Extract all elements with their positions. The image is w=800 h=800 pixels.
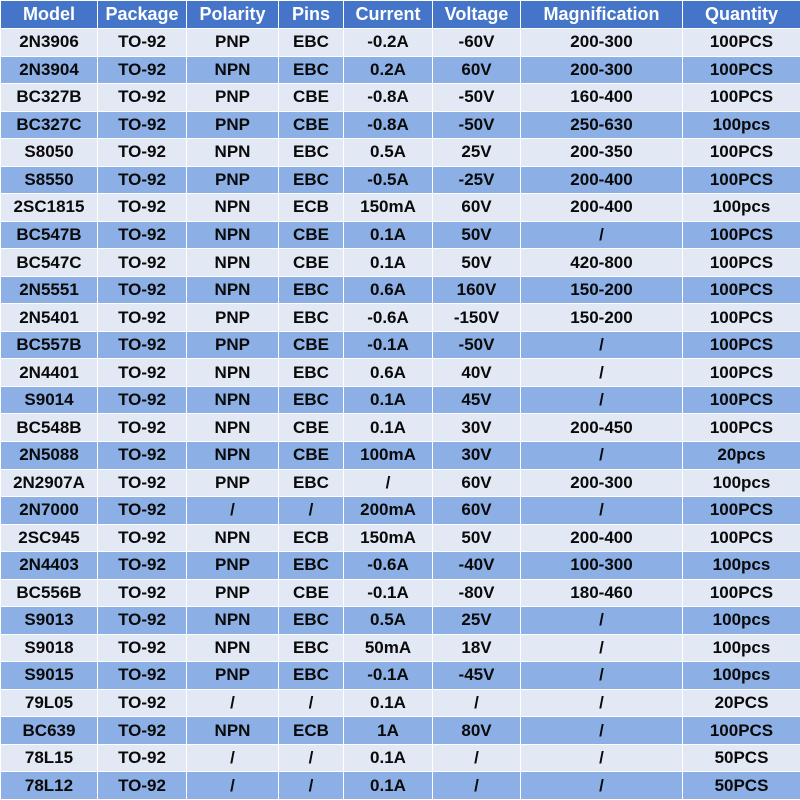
table-row — [1, 717, 800, 745]
cell-model: S9015 — [1, 662, 98, 690]
cell-pins: CBE — [279, 249, 344, 277]
cell-pins: ECB — [279, 194, 344, 222]
cell-quantity: 100pcs — [683, 194, 800, 222]
cell-voltage: / — [433, 744, 521, 772]
table-row — [1, 194, 800, 222]
cell-voltage: -50V — [433, 84, 521, 112]
cell-voltage: -50V — [433, 331, 521, 359]
cell-current: 0.5A — [344, 139, 433, 167]
header-row — [1, 1, 800, 29]
cell-model: 78L15 — [1, 744, 98, 772]
cell-package: TO-92 — [98, 524, 187, 552]
cell-polarity: PNP — [187, 469, 279, 497]
cell-pins: / — [279, 497, 344, 525]
cell-current: -0.1A — [344, 662, 433, 690]
cell-package: TO-92 — [98, 166, 187, 194]
cell-package: TO-92 — [98, 744, 187, 772]
cell-quantity: 100PCS — [683, 414, 800, 442]
cell-magnification: 200-400 — [521, 194, 683, 222]
table-header — [1, 1, 800, 29]
cell-package: TO-92 — [98, 221, 187, 249]
cell-current: 0.5A — [344, 607, 433, 635]
cell-quantity: 100pcs — [683, 552, 800, 580]
cell-voltage: / — [433, 689, 521, 717]
table-row — [1, 441, 800, 469]
cell-current: 0.1A — [344, 744, 433, 772]
table-row — [1, 359, 800, 387]
cell-current: 0.1A — [344, 689, 433, 717]
cell-package: TO-92 — [98, 56, 187, 84]
cell-voltage: 30V — [433, 441, 521, 469]
cell-magnification: / — [521, 221, 683, 249]
table-row — [1, 29, 800, 57]
cell-model: BC547C — [1, 249, 98, 277]
table-row — [1, 497, 800, 525]
cell-voltage: 50V — [433, 221, 521, 249]
cell-package: TO-92 — [98, 579, 187, 607]
cell-magnification: 200-450 — [521, 414, 683, 442]
cell-package: TO-92 — [98, 634, 187, 662]
table-row — [1, 139, 800, 167]
cell-voltage: 45V — [433, 386, 521, 414]
cell-package: TO-92 — [98, 469, 187, 497]
cell-model: 2N5551 — [1, 276, 98, 304]
cell-polarity: / — [187, 744, 279, 772]
cell-current: 100mA — [344, 441, 433, 469]
cell-current: 50mA — [344, 634, 433, 662]
cell-polarity: PNP — [187, 304, 279, 332]
table-row — [1, 304, 800, 332]
cell-model: 2SC945 — [1, 524, 98, 552]
cell-polarity: NPN — [187, 717, 279, 745]
cell-magnification: 180-460 — [521, 579, 683, 607]
cell-pins: EBC — [279, 469, 344, 497]
cell-model: 2N5401 — [1, 304, 98, 332]
cell-pins: EBC — [279, 607, 344, 635]
table-row — [1, 689, 800, 717]
cell-polarity: NPN — [187, 249, 279, 277]
cell-pins: EBC — [279, 552, 344, 580]
cell-polarity: PNP — [187, 552, 279, 580]
cell-model: S9013 — [1, 607, 98, 635]
cell-current: 1A — [344, 717, 433, 745]
cell-package: TO-92 — [98, 29, 187, 57]
cell-voltage: 25V — [433, 607, 521, 635]
cell-current: 0.6A — [344, 276, 433, 304]
cell-current: -0.6A — [344, 304, 433, 332]
cell-voltage: 60V — [433, 469, 521, 497]
cell-polarity: PNP — [187, 166, 279, 194]
cell-quantity: 100PCS — [683, 304, 800, 332]
cell-quantity: 100PCS — [683, 524, 800, 552]
table-row — [1, 524, 800, 552]
cell-model: BC548B — [1, 414, 98, 442]
cell-quantity: 100PCS — [683, 386, 800, 414]
cell-polarity: NPN — [187, 221, 279, 249]
cell-magnification: / — [521, 717, 683, 745]
cell-quantity: 50PCS — [683, 772, 800, 800]
cell-magnification: 250-630 — [521, 111, 683, 139]
table-row — [1, 634, 800, 662]
cell-quantity: 100PCS — [683, 579, 800, 607]
cell-voltage: 80V — [433, 717, 521, 745]
cell-magnification: / — [521, 689, 683, 717]
cell-current: -0.2A — [344, 29, 433, 57]
cell-model: 2N7000 — [1, 497, 98, 525]
cell-pins: / — [279, 689, 344, 717]
cell-polarity: PNP — [187, 331, 279, 359]
cell-pins: EBC — [279, 386, 344, 414]
cell-current: 0.1A — [344, 221, 433, 249]
cell-model: S8550 — [1, 166, 98, 194]
table-row — [1, 579, 800, 607]
table-row — [1, 552, 800, 580]
cell-package: TO-92 — [98, 441, 187, 469]
cell-package: TO-92 — [98, 276, 187, 304]
cell-current: 0.1A — [344, 414, 433, 442]
cell-model: BC547B — [1, 221, 98, 249]
table-row — [1, 84, 800, 112]
cell-pins: CBE — [279, 221, 344, 249]
cell-model: S8050 — [1, 139, 98, 167]
table-row — [1, 662, 800, 690]
cell-polarity: NPN — [187, 607, 279, 635]
cell-current: -0.8A — [344, 84, 433, 112]
header-quantity: Quantity — [683, 1, 800, 29]
cell-pins: ECB — [279, 717, 344, 745]
cell-voltage: 25V — [433, 139, 521, 167]
cell-current: 0.1A — [344, 386, 433, 414]
cell-current: -0.8A — [344, 111, 433, 139]
cell-quantity: 100PCS — [683, 139, 800, 167]
cell-voltage: -25V — [433, 166, 521, 194]
cell-package: TO-92 — [98, 497, 187, 525]
cell-quantity: 100pcs — [683, 469, 800, 497]
cell-pins: CBE — [279, 331, 344, 359]
cell-magnification: 200-350 — [521, 139, 683, 167]
header-package: Package — [98, 1, 187, 29]
cell-magnification: / — [521, 607, 683, 635]
cell-magnification: / — [521, 386, 683, 414]
cell-polarity: NPN — [187, 386, 279, 414]
cell-magnification: / — [521, 441, 683, 469]
cell-model: 2N4401 — [1, 359, 98, 387]
cell-model: BC556B — [1, 579, 98, 607]
cell-voltage: -45V — [433, 662, 521, 690]
cell-current: / — [344, 469, 433, 497]
cell-quantity: 20PCS — [683, 689, 800, 717]
cell-polarity: NPN — [187, 414, 279, 442]
cell-current: 0.6A — [344, 359, 433, 387]
cell-polarity: PNP — [187, 111, 279, 139]
cell-quantity: 100PCS — [683, 249, 800, 277]
cell-model: S9014 — [1, 386, 98, 414]
table-row — [1, 414, 800, 442]
cell-polarity: NPN — [187, 359, 279, 387]
cell-voltage: -150V — [433, 304, 521, 332]
cell-current: 200mA — [344, 497, 433, 525]
cell-voltage: 60V — [433, 56, 521, 84]
cell-model: BC327C — [1, 111, 98, 139]
cell-pins: / — [279, 744, 344, 772]
cell-pins: EBC — [279, 166, 344, 194]
cell-package: TO-92 — [98, 304, 187, 332]
cell-voltage: / — [433, 772, 521, 800]
cell-model: 2N5088 — [1, 441, 98, 469]
cell-voltage: 60V — [433, 194, 521, 222]
header-pins: Pins — [279, 1, 344, 29]
cell-pins: CBE — [279, 579, 344, 607]
cell-quantity: 50PCS — [683, 744, 800, 772]
cell-quantity: 100pcs — [683, 662, 800, 690]
cell-polarity: NPN — [187, 276, 279, 304]
cell-voltage: -80V — [433, 579, 521, 607]
cell-magnification: 100-300 — [521, 552, 683, 580]
cell-quantity: 100PCS — [683, 717, 800, 745]
cell-magnification: / — [521, 359, 683, 387]
cell-package: TO-92 — [98, 607, 187, 635]
header-current: Current — [344, 1, 433, 29]
cell-model: BC639 — [1, 717, 98, 745]
cell-magnification: / — [521, 634, 683, 662]
cell-pins: CBE — [279, 111, 344, 139]
cell-voltage: 40V — [433, 359, 521, 387]
cell-polarity: / — [187, 497, 279, 525]
cell-quantity: 100PCS — [683, 56, 800, 84]
cell-voltage: -50V — [433, 111, 521, 139]
cell-voltage: -60V — [433, 29, 521, 57]
cell-quantity: 100PCS — [683, 276, 800, 304]
cell-voltage: 18V — [433, 634, 521, 662]
cell-polarity: PNP — [187, 662, 279, 690]
cell-quantity: 100PCS — [683, 359, 800, 387]
cell-quantity: 100pcs — [683, 607, 800, 635]
cell-model: 2N2907A — [1, 469, 98, 497]
cell-package: TO-92 — [98, 552, 187, 580]
cell-polarity: PNP — [187, 84, 279, 112]
cell-quantity: 100pcs — [683, 111, 800, 139]
table-row — [1, 166, 800, 194]
cell-quantity: 100PCS — [683, 331, 800, 359]
cell-magnification: / — [521, 497, 683, 525]
cell-package: TO-92 — [98, 194, 187, 222]
cell-magnification: 200-300 — [521, 29, 683, 57]
table-row — [1, 276, 800, 304]
cell-package: TO-92 — [98, 84, 187, 112]
cell-pins: EBC — [279, 359, 344, 387]
cell-package: TO-92 — [98, 414, 187, 442]
cell-magnification: 160-400 — [521, 84, 683, 112]
cell-model: 2SC1815 — [1, 194, 98, 222]
cell-current: 150mA — [344, 194, 433, 222]
cell-magnification: / — [521, 662, 683, 690]
cell-voltage: 160V — [433, 276, 521, 304]
cell-quantity: 100PCS — [683, 497, 800, 525]
cell-package: TO-92 — [98, 662, 187, 690]
cell-pins: EBC — [279, 304, 344, 332]
cell-model: 2N4403 — [1, 552, 98, 580]
table-row — [1, 56, 800, 84]
cell-magnification: 200-400 — [521, 166, 683, 194]
header-magnification: Magnification — [521, 1, 683, 29]
cell-polarity: PNP — [187, 579, 279, 607]
cell-current: -0.5A — [344, 166, 433, 194]
cell-pins: EBC — [279, 56, 344, 84]
cell-package: TO-92 — [98, 717, 187, 745]
table-row — [1, 744, 800, 772]
cell-polarity: NPN — [187, 524, 279, 552]
cell-package: TO-92 — [98, 111, 187, 139]
cell-pins: CBE — [279, 441, 344, 469]
cell-model: 78L12 — [1, 772, 98, 800]
cell-package: TO-92 — [98, 359, 187, 387]
table-body — [1, 29, 800, 800]
cell-polarity: PNP — [187, 29, 279, 57]
cell-quantity: 100pcs — [683, 634, 800, 662]
cell-model: 2N3904 — [1, 56, 98, 84]
table-row — [1, 386, 800, 414]
cell-model: 2N3906 — [1, 29, 98, 57]
cell-pins: EBC — [279, 139, 344, 167]
cell-magnification: 200-300 — [521, 56, 683, 84]
cell-voltage: -40V — [433, 552, 521, 580]
cell-model: BC327B — [1, 84, 98, 112]
cell-current: -0.1A — [344, 579, 433, 607]
cell-quantity: 100PCS — [683, 221, 800, 249]
cell-voltage: 30V — [433, 414, 521, 442]
cell-magnification: 200-400 — [521, 524, 683, 552]
cell-quantity: 100PCS — [683, 84, 800, 112]
cell-polarity: NPN — [187, 194, 279, 222]
cell-quantity: 100PCS — [683, 29, 800, 57]
cell-current: 0.1A — [344, 249, 433, 277]
table-row — [1, 249, 800, 277]
cell-pins: ECB — [279, 524, 344, 552]
cell-quantity: 20pcs — [683, 441, 800, 469]
cell-current: -0.1A — [344, 331, 433, 359]
cell-pins: EBC — [279, 276, 344, 304]
cell-package: TO-92 — [98, 139, 187, 167]
cell-pins: EBC — [279, 662, 344, 690]
cell-magnification: / — [521, 772, 683, 800]
cell-voltage: 50V — [433, 249, 521, 277]
cell-magnification: / — [521, 331, 683, 359]
table-row — [1, 331, 800, 359]
cell-magnification: 200-300 — [521, 469, 683, 497]
cell-package: TO-92 — [98, 331, 187, 359]
cell-current: -0.6A — [344, 552, 433, 580]
cell-magnification: / — [521, 744, 683, 772]
cell-polarity: / — [187, 772, 279, 800]
header-polarity: Polarity — [187, 1, 279, 29]
cell-polarity: NPN — [187, 139, 279, 167]
cell-polarity: NPN — [187, 634, 279, 662]
cell-pins: EBC — [279, 634, 344, 662]
table-row — [1, 221, 800, 249]
cell-pins: CBE — [279, 414, 344, 442]
cell-polarity: / — [187, 689, 279, 717]
header-voltage: Voltage — [433, 1, 521, 29]
cell-pins: CBE — [279, 84, 344, 112]
cell-model: 79L05 — [1, 689, 98, 717]
cell-package: TO-92 — [98, 386, 187, 414]
cell-current: 0.2A — [344, 56, 433, 84]
table-row — [1, 607, 800, 635]
cell-polarity: NPN — [187, 441, 279, 469]
cell-current: 150mA — [344, 524, 433, 552]
cell-model: BC557B — [1, 331, 98, 359]
cell-polarity: NPN — [187, 56, 279, 84]
cell-voltage: 50V — [433, 524, 521, 552]
cell-pins: EBC — [279, 29, 344, 57]
cell-package: TO-92 — [98, 689, 187, 717]
cell-package: TO-92 — [98, 249, 187, 277]
table-row — [1, 772, 800, 800]
cell-pins: / — [279, 772, 344, 800]
cell-magnification: 150-200 — [521, 304, 683, 332]
cell-magnification: 150-200 — [521, 276, 683, 304]
cell-voltage: 60V — [433, 497, 521, 525]
table-row — [1, 469, 800, 497]
cell-current: 0.1A — [344, 772, 433, 800]
cell-magnification: 420-800 — [521, 249, 683, 277]
header-model: Model — [1, 1, 98, 29]
cell-quantity: 100PCS — [683, 166, 800, 194]
cell-package: TO-92 — [98, 772, 187, 800]
table-row — [1, 111, 800, 139]
cell-model: S9018 — [1, 634, 98, 662]
